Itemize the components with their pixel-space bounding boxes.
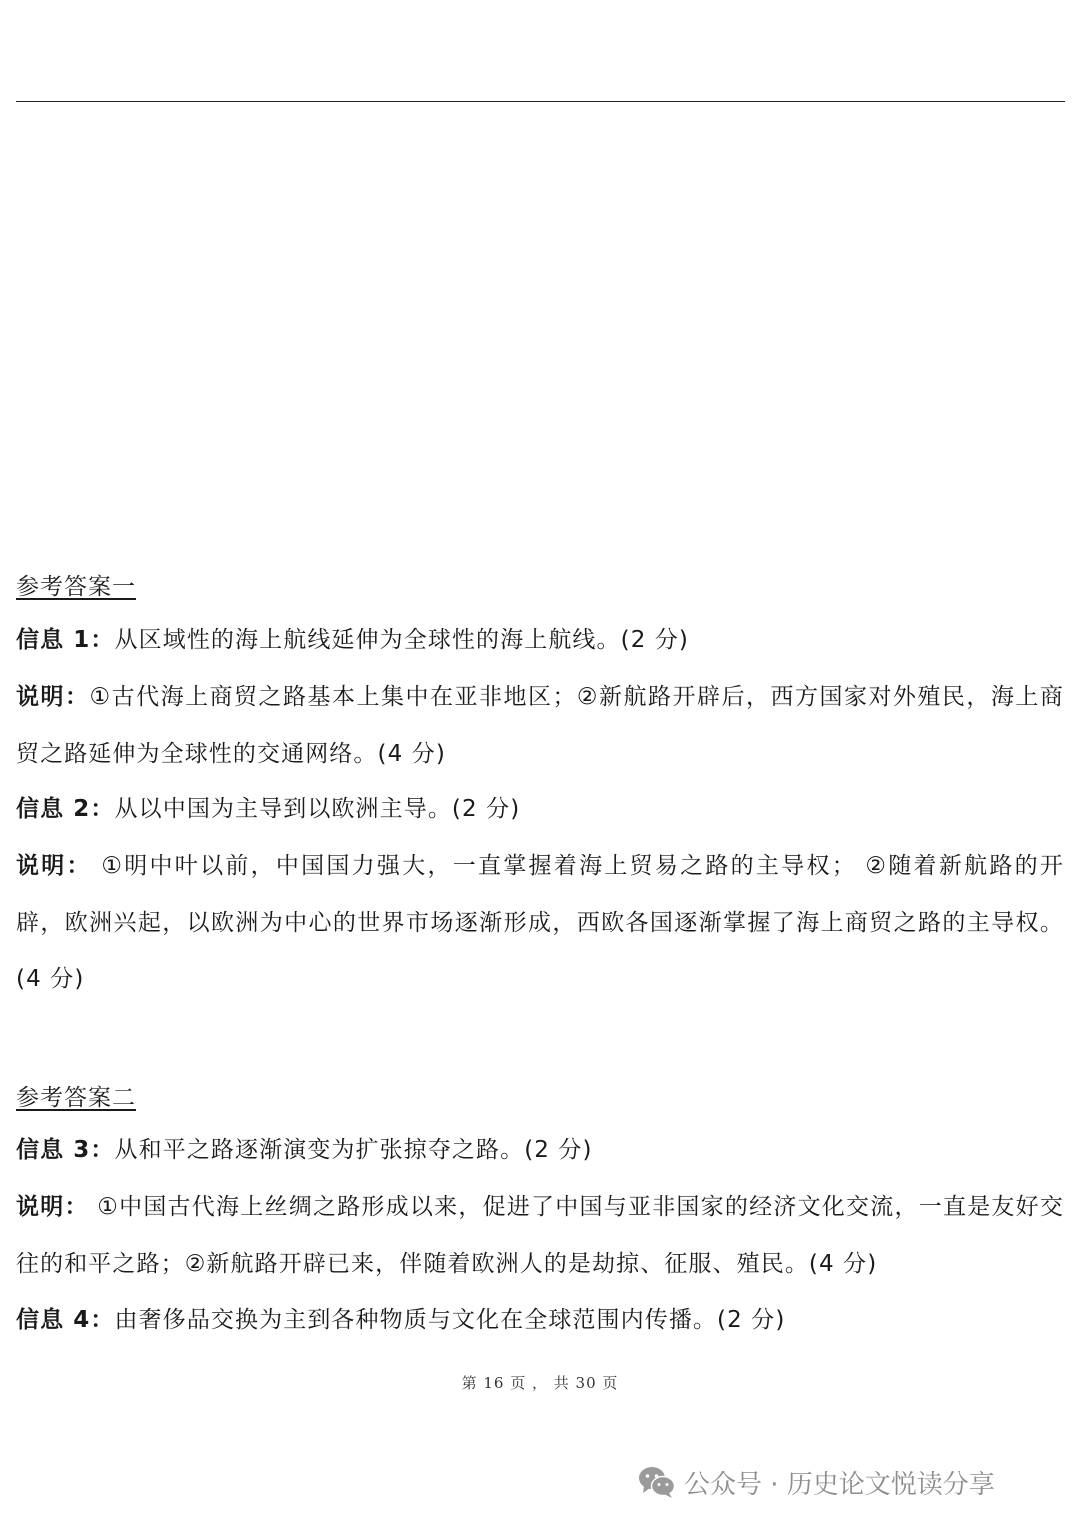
info3-text: 从和平之路逐渐演变为扩张掠夺之路。(2 分): [114, 1137, 593, 1163]
note3-paragraph: [16, 1179, 1064, 1292]
info1-label: 信息 1：: [16, 627, 115, 653]
note1-paragraph: [16, 669, 1064, 782]
note1-label: 说明：: [16, 684, 90, 710]
note3-text: ①中国古代海上丝绸之路形成以来，促进了中国与亚非国家的经济文化交流，一直是友好交往的和平之路；②新航路开辟已来，伴随着欧洲人的是劫掠、征服、殖民。(4 分): [16, 1194, 1064, 1277]
page-number: 第 16 页 ， 共 30 页: [461, 1374, 619, 1392]
note2-label: 说明：: [16, 853, 92, 879]
watermark: [638, 1462, 995, 1502]
info2-paragraph: [16, 781, 1064, 838]
info1-text: 从区域性的海上航线延伸为全球性的海上航线。(2 分): [114, 627, 690, 653]
info2-text: 从以中国为主导到以欧洲主导。(2 分): [114, 796, 521, 822]
info4-paragraph: [16, 1292, 1064, 1349]
note1-text: ①古代海上商贸之路基本上集中在亚非地区；②新航路开辟后，西方国家对外殖民，海上商贸之路延伸为全球性的交通网络。(4 分): [16, 684, 1064, 767]
answer1-heading: 参考答案一: [16, 574, 136, 600]
info3-label: 信息 3：: [16, 1137, 115, 1163]
note2-paragraph: [16, 838, 1064, 1008]
watermark-text: 公众号 · 历史论文悦读分享: [684, 1469, 995, 1500]
top-rule: [16, 101, 1065, 102]
wechat-icon: [638, 1465, 676, 1499]
note3-label: 说明：: [16, 1194, 89, 1220]
note2-text: ①明中叶以前，中国国力强大，一直掌握着海上贸易之路的主导权； ②随着新航路的开辟，欧洲兴起，以欧洲为中心的世界市场逐渐形成，西欧各国逐渐掌握了海上商贸之路的主导权。(4 分): [16, 853, 1064, 992]
info4-label: 信息 4：: [16, 1307, 115, 1333]
answer2-heading: 参考答案二: [16, 1085, 136, 1111]
info1-paragraph: [16, 612, 1064, 669]
info2-label: 信息 2：: [16, 796, 115, 822]
info4-text: 由奢侈品交换为主到各种物质与文化在全球范围内传播。(2 分): [114, 1307, 786, 1333]
info3-paragraph: [16, 1122, 1064, 1179]
